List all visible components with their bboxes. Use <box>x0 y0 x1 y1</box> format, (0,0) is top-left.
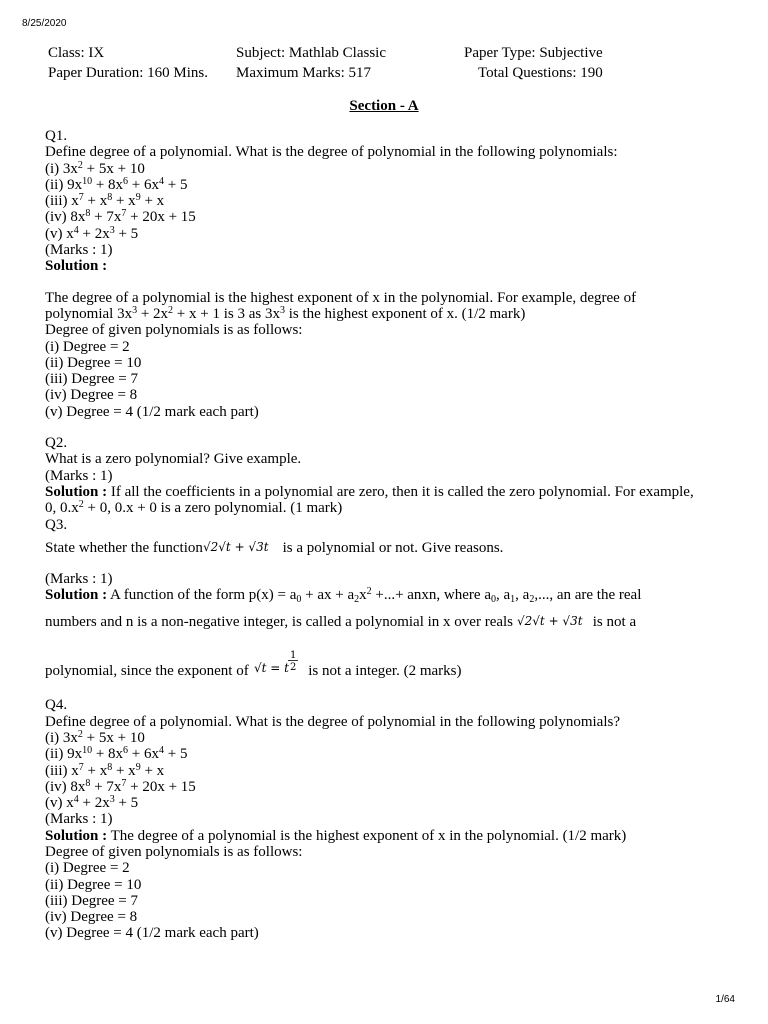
q4-solution-line-1: Solution : The degree of a polynomial is the highest exponent of x in the polynomial. (1/2 mark) <box>45 827 627 844</box>
q1-poly-ii: (ii) $9x^{10} + 8x^6 + 6x^4 + 5$ <box>45 175 188 193</box>
subject-label: Subject: Mathlab Classic <box>236 45 386 61</box>
q3-exponent-numerator: 1 <box>290 650 297 662</box>
q3-function-formula <box>203 536 279 560</box>
q4-number: Q4. <box>45 697 68 714</box>
q4-poly-v: (v) $x^4 + 2x^3 + 5$ <box>45 794 139 812</box>
q3-question: State whether the function √2√t + √3t is a polynomial or not. Give reasons. <box>45 536 735 560</box>
page-number: 1/64 <box>715 994 735 1005</box>
q1-poly-v: (v) $x^4 + 2x^3 + 5$ <box>45 224 139 242</box>
q1-poly-iii: (iii) $x^7 + x^8 + x^9 + x$ <box>45 192 165 210</box>
paper-duration-label: Paper Duration: 160 Mins. <box>48 65 208 81</box>
q2-question: What is a zero polynomial? Give example. <box>45 451 302 468</box>
q1-degree-v: (v) Degree = 4 (1/2 mark each part) <box>45 403 259 420</box>
section-title: Section - A <box>349 98 419 114</box>
q1-degree-iii: (iii) Degree = 7 <box>45 371 139 388</box>
q4-question: Define degree of a polynomial. What is the degree of polynomial in the following polynomials? <box>45 713 620 730</box>
q3-exponent-base: √t = t <box>254 661 290 676</box>
q4-degree-iv: (iv) Degree = 8 <box>45 909 138 926</box>
paper-type-label: Paper Type: Subjective <box>464 45 603 61</box>
q3-marks: (Marks : 1) <box>45 571 113 588</box>
q1-solution-line-3: Degree of given polynomials is as follows: <box>45 322 303 339</box>
q2-solution-line-2: 0, $0.x^2 + 0$, 0.x + 0 is a zero polynomial. (1 mark) <box>45 499 343 517</box>
q1-poly-iv: (iv) $8x^8 + 7x^7 + 20x + 15$ <box>45 208 196 226</box>
q3-exponent-denominator: 2 <box>290 662 297 674</box>
q1-degree-iv: (iv) Degree = 8 <box>45 387 138 404</box>
q4-poly-i: (i) $3x^2 + 5x + 10$ <box>45 728 145 746</box>
q3-function-text: √2√t + √3t <box>202 539 269 554</box>
q1-number: Q1. <box>45 128 68 144</box>
q3-exponent-formula <box>252 648 304 682</box>
q4-degree-ii: (ii) Degree = 10 <box>45 876 142 893</box>
q3-solution-line-1: Solution : A function of the form $p(x) = a_0$ + ax + $a_2x^2$ +...+ anxn, where $a_0$, $a_1$, $a_2$,..., an are the real <box>45 586 642 606</box>
q4-solution-line-2: Degree of given polynomials is as follows: <box>45 843 303 860</box>
q1-degree-i: (i) Degree = 2 <box>45 338 130 355</box>
q2-solution-line-1: Solution : If all the coefficients in a polynomial are zero, then it is called the zero polynomial. For example, <box>45 483 694 500</box>
q1-question: Define degree of a polynomial. What is the degree of polynomial in the following polynomials: <box>45 144 618 161</box>
q1-solution-label: Solution : <box>45 258 108 275</box>
total-questions-label: Total Questions: 190 <box>478 65 603 81</box>
q1-solution-line-2: polynomial $3x^3 + 2x^2 + x + 1$ is 3 as $3x^3$ is the highest exponent of x. (1/2 mark) <box>45 304 526 322</box>
q4-poly-iv: (iv) $8x^8 + 7x^7 + 20x + 15$ <box>45 777 196 795</box>
q1-marks: (Marks : 1) <box>45 242 113 259</box>
q3-function-text-2: √2√t + √3t <box>517 613 583 628</box>
questions-body <box>45 128 735 942</box>
q3-number: Q3. <box>45 516 68 533</box>
q1-poly-i: (i) $3x^2 + 5x + 10$ <box>45 159 145 177</box>
q4-poly-iii: (iii) $x^7 + x^8 + x^9 + x$ <box>45 761 165 779</box>
print-date: 8/25/2020 <box>22 18 67 29</box>
q4-marks: (Marks : 1) <box>45 811 113 828</box>
q1-degree-ii: (ii) Degree = 10 <box>45 354 142 371</box>
q2-number: Q2. <box>45 435 68 452</box>
class-label: Class: IX <box>48 45 105 61</box>
q4-poly-ii: (ii) $9x^{10} + 8x^6 + 6x^4 + 5$ <box>45 745 188 763</box>
q4-degree-v: (v) Degree = 4 (1/2 mark each part) <box>45 925 259 942</box>
maximum-marks-label: Maximum Marks: 517 <box>236 65 371 81</box>
q3-function-formula-2 <box>513 610 589 634</box>
q3-solution-line-2: numbers and n is a non-negative integer, is called a polynomial in x over reals √2√t + √3t is not a <box>45 610 735 634</box>
q3-solution-line-3: polynomial, since the exponent of √t = t 1 2 is not a integer. (2 marks) <box>45 648 735 682</box>
q2-marks: (Marks : 1) <box>45 467 113 484</box>
q4-degree-iii: (iii) Degree = 7 <box>45 892 139 909</box>
q4-degree-i: (i) Degree = 2 <box>45 860 130 877</box>
q1-solution-line-1: The degree of a polynomial is the highest exponent of x in the polynomial. For example, degree of <box>45 289 637 306</box>
